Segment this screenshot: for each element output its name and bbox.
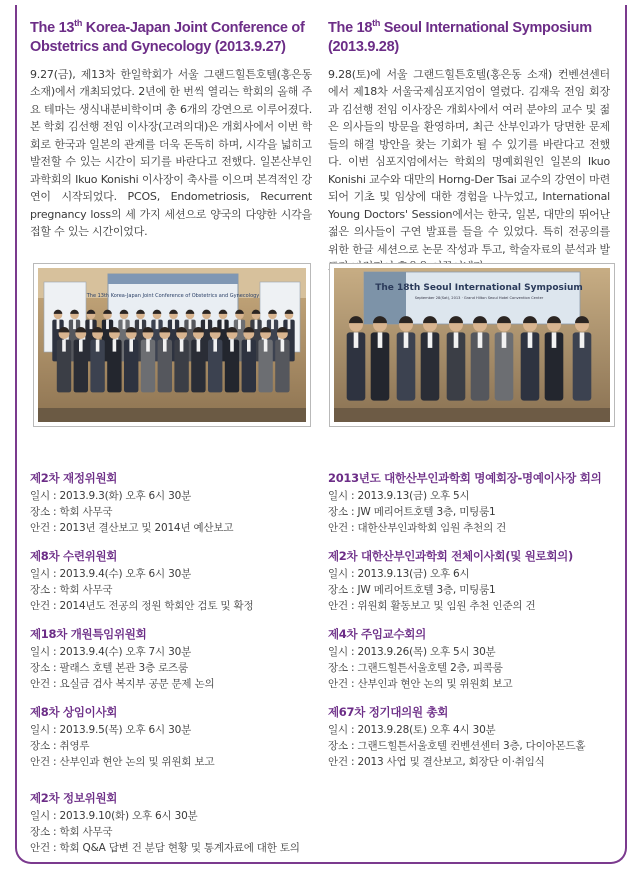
- meeting-date: 일시 : 2013.9.28(토) 오후 4시 30분: [328, 724, 496, 736]
- meeting-title: 2013년도 대한산부인과학회 명예회장-명예이사장 회의: [328, 471, 602, 485]
- meeting-item: [30, 704, 320, 770]
- meeting-title: 제2차 대한산부인과학회 전체이사회(및 원로회의): [328, 549, 573, 563]
- meeting-item: [30, 470, 320, 536]
- meeting-agenda: 안건 : 산부인과 현안 논의 및 위원회 보고: [328, 678, 513, 690]
- meeting-title: 제8차 상임이사회: [30, 705, 118, 719]
- meeting-date: 일시 : 2013.9.5(목) 오후 6시 30분: [30, 724, 192, 736]
- meeting-agenda: 안건 : 2013 사업 및 결산보고, 회장단 이·취임식: [328, 756, 545, 768]
- meeting-agenda: 안건 : 학회 Q&A 답변 건 분담 현황 및 통계자료에 대한 토의: [30, 842, 300, 854]
- meeting-place: 장소 : JW 메리어트호텔 3층, 미팅룸1: [328, 506, 496, 518]
- meeting-list-right: [328, 470, 618, 782]
- meeting-item: [328, 470, 618, 536]
- meeting-place: 장소 : 학회 사무국: [30, 506, 113, 518]
- meeting-item: [30, 790, 320, 856]
- meeting-place: 장소 : 그랜드힐튼서울호텔 컨벤션센터 3층, 다이아몬드홀: [328, 740, 586, 752]
- meeting-agenda: 안건 : 2014년도 전공의 정원 학회안 검토 및 확정: [30, 600, 254, 612]
- meeting-item: [328, 704, 618, 770]
- right-photo-banner-text: The 18th Seoul International Symposium: [375, 283, 583, 293]
- meeting-title: 제67차 정기대의원 총회: [328, 705, 449, 719]
- left-article-title: The 13th Korea-Japan Joint Conference of Obstetrics and Gynecology (2013.9.27): [30, 18, 305, 55]
- meeting-place: 장소 : 학회 사무국: [30, 584, 113, 596]
- group-photo-image: [334, 268, 610, 422]
- meeting-date: 일시 : 2013.9.13(금) 오후 6시: [328, 568, 470, 580]
- meeting-place: 장소 : JW 메리어트호텔 3층, 미팅룸1: [328, 584, 496, 596]
- left-article: [30, 14, 312, 241]
- meeting-date: 일시 : 2013.9.10(화) 오후 6시 30분: [30, 810, 198, 822]
- right-article: [328, 14, 610, 276]
- meeting-item: [328, 626, 618, 692]
- right-photo-subbanner-text: September 28(Sat), 2013 · Grand Hilton Seoul Hotel Convention Center: [414, 296, 544, 300]
- meeting-place: 장소 : 그랜드힐튼서울호텔 2층, 피콕룸: [328, 662, 503, 674]
- meeting-item: [328, 548, 618, 614]
- meeting-item: [30, 548, 320, 614]
- meeting-title: 제18차 개원특임위원회: [30, 627, 147, 641]
- meeting-title: 제2차 재정위원회: [30, 471, 118, 485]
- meeting-agenda: 안건 : 요실금 검사 복지부 공문 문제 논의: [30, 678, 215, 690]
- right-group-photo: [329, 263, 615, 427]
- meeting-date: 일시 : 2013.9.4(수) 오후 7시 30분: [30, 646, 192, 658]
- meeting-place: 장소 : 취영루: [30, 740, 90, 752]
- meeting-agenda: 안건 : 산부인과 현안 논의 및 위원회 보고: [30, 756, 215, 768]
- meeting-agenda: 안건 : 대한산부인과학회 임원 추천의 건: [328, 522, 507, 534]
- group-photo-image: [38, 268, 306, 422]
- meeting-list-left: [30, 470, 320, 868]
- right-article-body: 9.28(토)에 서울 그랜드힐튼호텔(홍은동 소재) 컨벤션센터에서 제18차 서울국제심포지엄이 열렸다. 김재욱 전임 회장과 김선행 전임 이사장은 개회사에서 여러 분야의 교수 및 젊은 의사들의 방문을 환영하며, 최근 산부인과가 당면한 문제들의 해결 방안을 찾는 기회가 될 수 있기를 바란다고 전했다. 이번 심포지엄에서는 학회의 명예회원인 일본의 Ikuo Konishi 교수와 대만의 Horng-Der Tsai 교수의 강연이 마련되어 기초 및 임상에 대한 경험을 나누었고, International Young Doctors' Session에서는 한국, 일본, 대만의 뛰어난 젊은 의사들이 구연 발표를 들을 수 있었다. 특히 전공의를 위한 한글 세션으로 논문 작성과 투고, 학술자료의 분석과 발: [328, 67, 610, 256]
- meeting-date: 일시 : 2013.9.26(목) 오후 5시 30분: [328, 646, 496, 658]
- meeting-title: 제2차 정보위원회: [30, 791, 118, 805]
- meeting-title: 제8차 수련위원회: [30, 549, 118, 563]
- meeting-date: 일시 : 2013.9.4(수) 오후 6시 30분: [30, 568, 192, 580]
- meeting-item: [30, 626, 320, 692]
- meeting-title: 제4차 주임교수회의: [328, 627, 426, 641]
- left-group-photo: [33, 263, 311, 427]
- meeting-date: 일시 : 2013.9.3(화) 오후 6시 30분: [30, 490, 192, 502]
- meeting-agenda: 안건 : 2013년 결산보고 및 2014년 예산보고: [30, 522, 234, 534]
- left-article-body: 9.27(금), 제13차 한일학회가 서울 그랜드힐튼호텔(홍은동 소재)에서 개최되었다. 2년에 한 번씩 열리는 학회의 올해 주요 테마는 생식내분비학이며 총 6개의 강연으로 이루어졌다. 본 학회 김선행 전임 이사장(고려의대)은 개회사에서 이번 학회로 한국과 일본의 관계를 더욱 돈독히 하며, 시각을 넓히고 발전할 수 있는 시간이 되기를 바란다고 전했다. 일본산부인과학회의 Ikuo Konishi 이사장이 축사를 이으며 본격적인 강연이 시작되었다. PCOS, Endometriosis, Recurrent pregnancy loss의 세 가지 세션으로 양국의 다양한 시각을 접할 수 있는 시간이었다.: [30, 67, 312, 239]
- meeting-agenda: 안건 : 위원회 활동보고 및 임원 추천 인준의 건: [328, 600, 536, 612]
- meeting-date: 일시 : 2013.9.13(금) 오후 5시: [328, 490, 470, 502]
- meeting-place: 장소 : 팔래스 호텔 본관 3층 로즈룸: [30, 662, 188, 674]
- right-article-title: The 18th Seoul International Symposium (2013.9.28): [328, 18, 592, 55]
- meeting-place: 장소 : 학회 사무국: [30, 826, 113, 838]
- left-photo-banner-text: The 13th Korea-Japan Joint Conference of Obstetrics and Gynecology: [86, 293, 260, 299]
